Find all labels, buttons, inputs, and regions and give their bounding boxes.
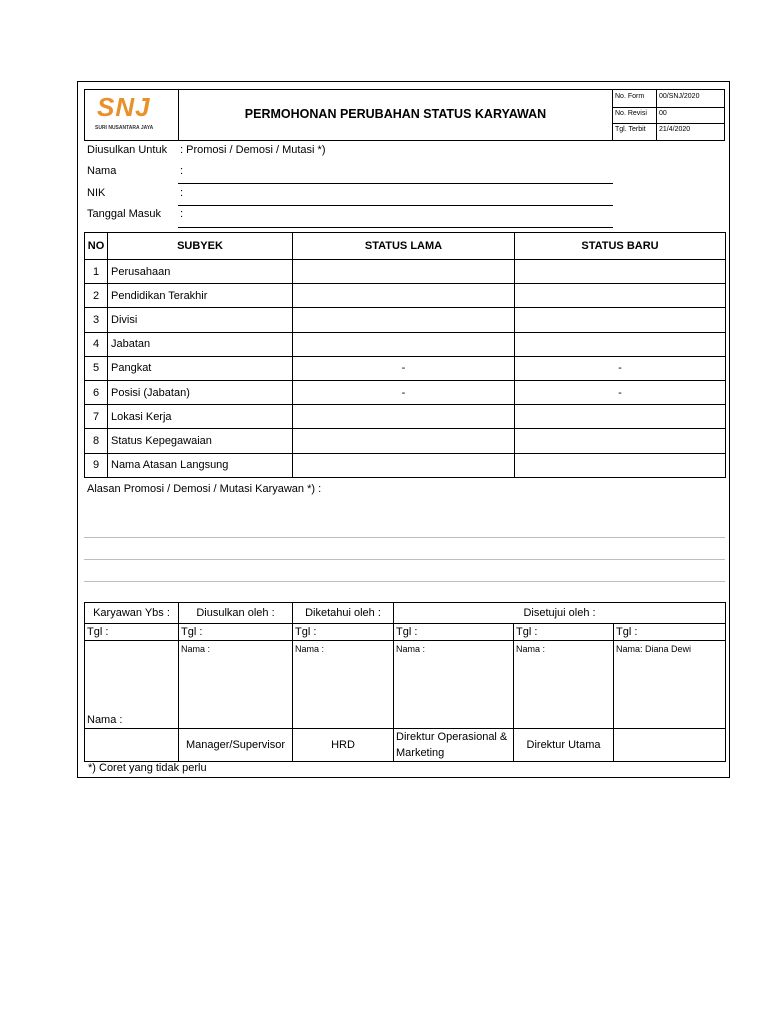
col-header-new-status: STATUS BARU [515,233,726,260]
row-no: 1 [85,260,108,284]
role-cell: Direktur Operasional & Marketing [394,729,514,762]
old-status-cell[interactable] [293,453,515,477]
table-row [85,308,726,332]
col-header-subject: SUBYEK [108,233,293,260]
meta-label: Tgl. Terbit [615,126,646,133]
role-cell: Direktur Utama [514,729,614,762]
role-cell [85,729,179,762]
form-meta [613,90,725,140]
old-status-cell[interactable] [293,260,515,284]
meta-label: No. Form [615,93,645,100]
signature-cell[interactable]: Nama : [85,641,179,729]
signature-cell[interactable]: Nama : [394,641,514,729]
row-no: 6 [85,380,108,404]
role-cell [614,729,726,762]
row-subject: Posisi (Jabatan) [108,380,293,404]
status-table [84,232,726,478]
row-no: 9 [85,453,108,477]
signature-name-row [85,641,726,729]
row-no: 5 [85,356,108,380]
date-cell[interactable]: Tgl : [179,624,293,641]
row-subject: Lokasi Kerja [108,405,293,429]
proposed-for-value: : Promosi / Demosi / Mutasi *) [180,144,326,156]
signature-role-row [85,729,726,762]
signature-cell[interactable]: Nama : [179,641,293,729]
table-row [85,356,726,380]
form-title: PERMOHONAN PERUBAHAN STATUS KARYAWAN [179,90,613,140]
new-status-cell[interactable] [515,260,726,284]
table-row [85,380,726,404]
reason-label: Alasan Promosi / Demosi / Mutasi Karyawan *) : [87,483,322,495]
old-status-cell[interactable] [293,332,515,356]
join-date-underline [178,227,613,228]
name-field[interactable]: : [180,165,184,177]
signature-date-row [85,624,726,641]
meta-issue-date [613,123,725,140]
row-subject: Status Kepegawaian [108,429,293,453]
old-status-cell[interactable] [293,405,515,429]
col-header-old-status: STATUS LAMA [293,233,515,260]
meta-form-no [613,90,725,107]
table-row [85,260,726,284]
row-no: 8 [85,429,108,453]
acknowledged-by-header: Diketahui oleh : [293,603,394,624]
name-underline [178,183,613,184]
table-header-row [85,233,726,260]
row-subject: Jabatan [108,332,293,356]
meta-value: 21/4/2020 [659,126,691,133]
role-cell: Manager/Supervisor [179,729,293,762]
old-status-cell[interactable] [293,284,515,308]
row-no: 3 [85,308,108,332]
role-cell: HRD [293,729,394,762]
col-header-no: NO [85,233,108,260]
row-subject: Pangkat [108,356,293,380]
logo-subtitle: SURI NUSANTARA JAYA [95,125,154,131]
row-subject: Divisi [108,308,293,332]
old-status-cell[interactable]: - [293,356,515,380]
employee-header: Karyawan Ybs : [85,603,179,624]
table-row [85,453,726,477]
proposed-by-header: Diusulkan oleh : [179,603,293,624]
date-cell[interactable]: Tgl : [394,624,514,641]
join-date-label: Tanggal Masuk [87,208,161,220]
meta-value: 00 [659,109,667,117]
meta-label: No. Revisi [615,109,647,117]
row-no: 2 [85,284,108,308]
date-cell[interactable]: Tgl : [514,624,614,641]
company-logo [85,90,179,140]
row-no: 7 [85,405,108,429]
table-row [85,429,726,453]
signature-cell[interactable]: Nama : [514,641,614,729]
new-status-cell[interactable] [515,308,726,332]
row-no: 4 [85,332,108,356]
signature-cell[interactable]: Nama: Diana Dewi [614,641,726,729]
table-row [85,405,726,429]
old-status-cell[interactable] [293,308,515,332]
reason-line[interactable] [84,537,725,538]
form-header [84,89,725,141]
table-row [85,332,726,356]
new-status-cell[interactable]: - [515,380,726,404]
logo-text: SNJ [97,92,151,122]
row-subject: Pendidikan Terakhir [108,284,293,308]
new-status-cell[interactable] [515,405,726,429]
nik-label: NIK [87,187,106,199]
table-row [85,284,726,308]
footnote: *) Coret yang tidak perlu [88,762,207,774]
meta-revision [613,107,725,124]
meta-value: 00/SNJ/2020 [659,93,700,100]
reason-line[interactable] [84,581,725,582]
join-date-field[interactable]: : [180,208,184,220]
date-cell[interactable]: Tgl : [293,624,394,641]
old-status-cell[interactable] [293,429,515,453]
row-subject: Perusahaan [108,260,293,284]
nik-underline [178,205,613,206]
date-cell[interactable]: Tgl : [614,624,726,641]
new-status-cell[interactable] [515,453,726,477]
new-status-cell[interactable] [515,284,726,308]
reason-line[interactable] [84,559,725,560]
approved-by-header: Disetujui oleh : [394,603,726,624]
signature-header-row [85,603,726,624]
new-status-cell[interactable] [515,429,726,453]
date-cell[interactable]: Tgl : [85,624,179,641]
proposed-for-label: Diusulkan Untuk [87,144,168,156]
row-subject: Nama Atasan Langsung [108,453,293,477]
new-status-cell[interactable]: - [515,356,726,380]
signature-cell[interactable]: Nama : [293,641,394,729]
name-label: Nama [87,165,117,177]
signature-table [84,602,726,762]
old-status-cell[interactable]: - [293,380,515,404]
new-status-cell[interactable] [515,332,726,356]
nik-field[interactable]: : [180,187,184,199]
